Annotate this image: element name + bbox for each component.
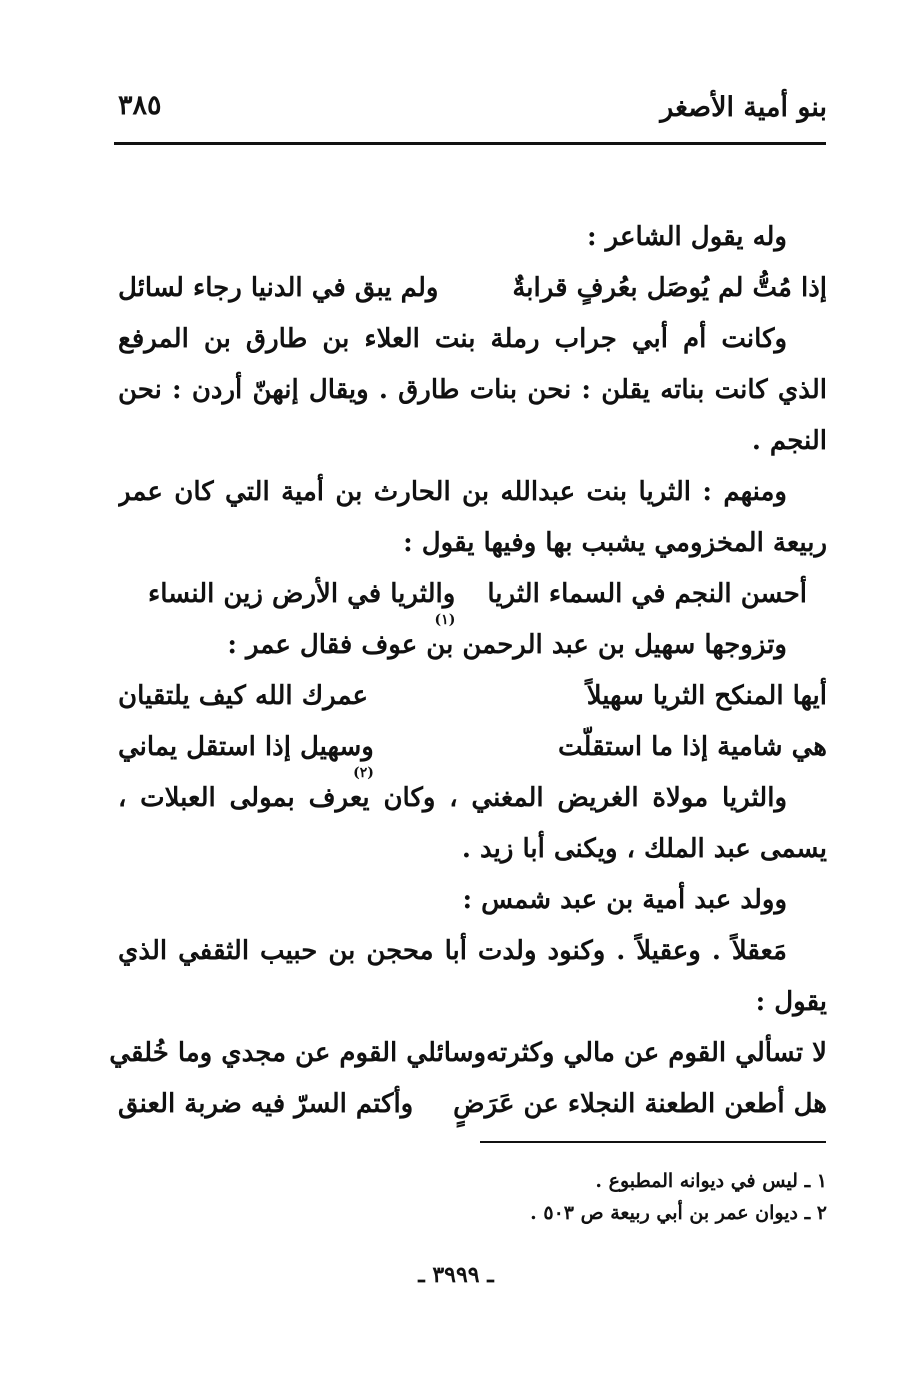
verse-line: [118, 569, 827, 628]
verse-hemistich-first: لا تسألي القوم عن مالي وكثرته: [486, 1038, 827, 1068]
verse-line: [118, 1079, 827, 1130]
prose-line: يسمى عبد الملك ، ويكنى أبا زيد .: [461, 834, 827, 864]
verse-hemistich-first: هي شامية إذا ما استقلّت: [557, 732, 827, 762]
header-divider: [114, 142, 826, 145]
verse-hemistich-second: عمرك الله كيف يلتقيان: [118, 681, 369, 711]
prose-line: ومنهم : الثريا بنت عبدالله بن الحارث بن أمية التي كان عمر: [118, 477, 787, 507]
verse-hemistich-first: أيها المنكح الثريا سهيلاً: [586, 681, 827, 711]
running-header-title: بنو أمية الأصغر: [660, 92, 827, 123]
footnote-divider: [480, 1141, 826, 1143]
footnote-1: ١ ـ ليس في ديوانه المطبوع .: [595, 1170, 827, 1192]
prose-line: مَعقلاً . وعقيلاً . وكنود ولدت أبا محجن بن حبيب الثقفي الذي: [118, 936, 787, 966]
prose-line: وله يقول الشاعر :: [586, 222, 787, 252]
verse-hemistich-second: وأكتم السرّ فيه ضربة العنق: [118, 1089, 414, 1119]
prose-line: النجم .: [751, 426, 827, 456]
footer-page-reference: ـ ٣٩٩٩ ـ: [418, 1262, 494, 1288]
verse-hemistich-second: ولم يبق في الدنيا رجاء لسائل: [118, 273, 439, 303]
verse-hemistich-first: أحسن النجم في السماء الثريا: [487, 579, 807, 609]
verse-line: [118, 671, 827, 722]
verse-hemistich-first: إذا مُتُّ لم يُوصَل بعُرفٍ قرابةٌ: [512, 273, 827, 303]
verse-hemistich-second: وسهيل إذا استقل يماني (٢): [118, 732, 374, 781]
footnote-2: ٢ ـ ديوان عمر بن أبي ربيعة ص ٥٠٣ .: [530, 1202, 827, 1224]
verse-hemistich-first: هل أطعن الطعنة النجلاء عن عَرَضٍ: [453, 1089, 827, 1119]
page-number: ٣٨٥: [118, 90, 162, 121]
verse-hemistich-second: والثريا في الأرض زين النساء (١): [148, 579, 456, 628]
prose-line: الذي كانت بناته يقلن : نحن بنات طارق . ويقال إنهنّ أردن : نحن: [118, 375, 827, 405]
prose-line: ربيعة المخزومي يشبب بها وفيها يقول :: [403, 528, 827, 558]
verse-hemistich-second: وسائلي القوم عن مجدي وما خُلقي: [109, 1038, 487, 1068]
verse-line: [109, 1028, 827, 1079]
verse-line: [118, 722, 827, 781]
verse-line: [118, 263, 827, 314]
prose-line: وتزوجها سهيل بن عبد الرحمن بن عوف فقال عمر :: [227, 630, 787, 660]
prose-line: وكانت أم أبي جراب رملة بنت العلاء بن طارق بن المرفع: [118, 324, 787, 354]
prose-line: والثريا مولاة الغريض المغني ، وكان يعرف بمولى العبلات ،: [118, 783, 787, 813]
footnotes: [530, 1165, 827, 1229]
prose-line: وولد عبد أمية بن عبد شمس :: [462, 885, 787, 915]
main-text: [109, 212, 827, 1130]
prose-line: يقول :: [755, 987, 827, 1017]
